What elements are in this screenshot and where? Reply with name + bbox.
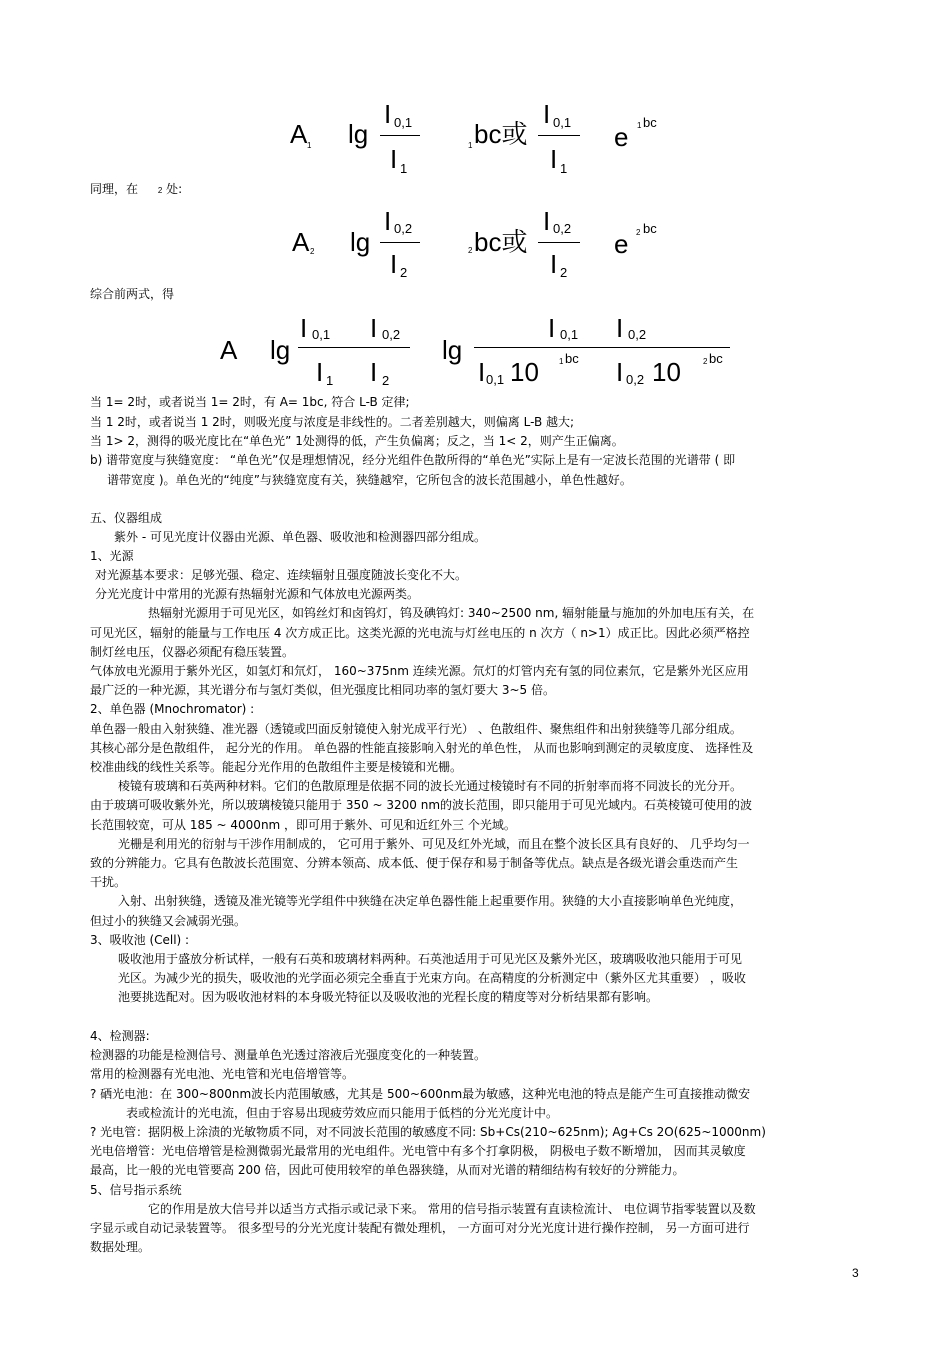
text-line: 紫外 - 可见光度计仪器由光源、单色器、吸收池和检测器四部分组成。 xyxy=(114,530,486,544)
eq1-num2-sub: 0,1 xyxy=(553,115,572,130)
eq3-fraction-bar-2 xyxy=(474,347,730,348)
section-heading: 五、仪器组成 xyxy=(90,511,163,525)
eq2-fraction-bar xyxy=(380,242,420,243)
text-line: 光区。为减少光的损失，吸收池的光学面必须完全垂直于光束方向。在高精度的分析测定中（紫外区尤其重要） ，吸收 xyxy=(118,971,746,985)
eq2-num2-sub: 0,2 xyxy=(553,221,572,236)
eq3-d3: I xyxy=(478,357,486,387)
section-heading: 2、单色器 (Mnochromator) : xyxy=(90,702,255,716)
eq2-den2-sub: 2 xyxy=(560,265,568,280)
eq1-fraction-bar-2 xyxy=(538,135,580,136)
text-line: 其核心部分是色散组件， 起分光的作用。 单色器的性能直接影响入射光的单色性， 从而也影响到测定的灵敏度度、 选择性及 xyxy=(90,741,754,755)
text-line: 制灯丝电压，仪器必须配有稳压装置。 xyxy=(90,645,295,659)
text-line: b) 谱带宽度与狭缝宽度： “单色光”仅是理想情况，经分光组件色散所得的“单色光”实际上是有一定波长范围的光谱带 ( 即 xyxy=(90,453,736,467)
eq1-mid: bc或 xyxy=(474,119,528,149)
line-similarly-text: 同理，在 xyxy=(90,182,139,196)
section-heading: 3、吸收池 (Cell) : xyxy=(90,933,190,947)
eq2-fraction-bar-2 xyxy=(538,242,580,243)
section-heading: 4、检测器: xyxy=(90,1029,150,1043)
eq1-den-sub: 1 xyxy=(400,161,408,176)
line-combine: 综合前两式，得 xyxy=(90,287,175,301)
eq2-e: e xyxy=(614,229,629,259)
text-line: 最高，比一般的光电管要高 200 倍，因此可使用较窄的单色器狭缝，从而对光谱的精细结构有较好的分辨能力。 xyxy=(90,1163,685,1177)
line-similarly-end: 处: xyxy=(166,182,183,196)
text-line: 检测器的功能是检测信号、测量单色光透过溶液后光强度变化的一种装置。 xyxy=(90,1048,487,1062)
eq3-fraction-bar xyxy=(298,347,410,348)
eq3-lg1: lg xyxy=(270,335,291,365)
page-number: 3 xyxy=(852,1266,859,1280)
eq2-A-sub: 2 xyxy=(310,247,315,256)
eq2-num2: I xyxy=(543,206,551,236)
eq2-den-sub: 2 xyxy=(400,265,408,280)
text-line: 对光源基本要求：足够光强、稳定、连续辐射且强度随波长变化不大。 xyxy=(95,568,468,582)
text-line: 池要挑选配对。因为吸收池材料的本身吸光特征以及吸收池的光程长度的精度等对分析结果都有影响。 xyxy=(118,990,659,1004)
eq3-n2: I xyxy=(370,313,378,343)
eq2-num-sub: 0,2 xyxy=(394,221,413,236)
text-line: 表或检流计的光电流，但由于容易出现疲劳效应而只能用于低档的分光光度计中。 xyxy=(126,1106,559,1120)
eq1-mid-sub: 1 xyxy=(468,141,473,150)
text-line: 谱带宽度 )。单色光的“纯度”与狭缝宽度有关，狭缝越窄，它所包含的波长范围越小，单色性越好。 xyxy=(107,473,632,487)
eq3-d4: I xyxy=(616,357,624,387)
eq1-A-sub: 1 xyxy=(307,141,312,150)
text-line: 干扰。 xyxy=(90,875,127,889)
eq3-n3: I xyxy=(548,313,556,343)
eq3-A: A xyxy=(220,335,238,365)
eq2-A: A xyxy=(292,227,310,257)
text-line: 常用的检测器有光电池、光电管和光电倍增管等。 xyxy=(90,1067,355,1081)
line-similarly xyxy=(90,181,182,197)
text-line: 但过小的狭缝又会减弱光强。 xyxy=(90,914,247,928)
text-line: ? 硒光电池：在 300~800nm波长内范围敏感，尤其是 500~600nm最为敏感，这种光电池的特点是能产生可直接推动微安 xyxy=(90,1087,751,1101)
eq3-d2: I xyxy=(370,357,378,387)
eq3-n2-sub: 0,2 xyxy=(382,327,401,342)
text-line: 当 1 2时，或者说当 1 2时，则吸光度与浓度是非线性的。二者差别越大，则偏离 L-B 越大; xyxy=(90,415,575,429)
eq3-d3-sub: 0,1 xyxy=(486,372,505,387)
text-line: 致的分辨能力。它具有色散波长范围宽、分辨本领高、成本低、便于保存和易于制备等优点。缺点是各级光谱会重迭而产生 xyxy=(90,856,739,870)
eq3-lg2: lg xyxy=(442,335,463,365)
eq2-den: I xyxy=(390,249,398,279)
text-line: 最广泛的一种光源，其光谱分布与氢灯类似，但光强度比相同功率的氢灯要大 3~5 倍。 xyxy=(90,683,555,697)
eq1-fraction-bar xyxy=(380,135,420,136)
eq3-d3-ten: 10 xyxy=(510,357,539,387)
text-line: 当 1> 2，测得的吸光度比在“单色光” 1处测得的低，产生负偏离；反之，当 1< 2，则产生正偏离。 xyxy=(90,434,624,448)
eq3-n3-sub: 0,1 xyxy=(560,327,579,342)
eq1-den: I xyxy=(390,144,398,174)
eq1-den2-sub: 1 xyxy=(560,161,568,176)
text-line: 分光光度计中常用的光源有热辐射光源和气体放电光源两类。 xyxy=(95,587,420,601)
text-line: 数据处理。 xyxy=(90,1240,151,1254)
eq2-num: I xyxy=(384,206,392,236)
eq1-e-sup-sub: 1 xyxy=(637,121,642,130)
eq3-d4-sup-sub: 2 xyxy=(703,357,708,366)
text-line: 棱镜有玻璃和石英两种材料。它们的色散原理是依据不同的波长光通过棱镜时有不同的折射率而将不同波长的光分开。 xyxy=(118,779,743,793)
text-line: 光电倍增管：光电倍增管是检测微弱光最常用的光电组件。光电管中有多个打拿阴极， 阴极电子数不断增加， 因而其灵敏度 xyxy=(90,1144,746,1158)
eq2-den2: I xyxy=(550,249,558,279)
eq1-e: e xyxy=(614,122,629,152)
eq3-d4-ten: 10 xyxy=(652,357,681,387)
eq3-d3-sup-sub: 1 xyxy=(559,357,564,366)
eq3-d4-sub: 0,2 xyxy=(626,372,645,387)
text-line: 校准曲线的线性关系等。能起分光作用的色散组件主要是棱镜和光栅。 xyxy=(90,760,463,774)
text-line: 光栅是利用光的衍射与干涉作用制成的， 它可用于紫外、可见及红外光域，而且在整个波长区具有良好的、 几乎均匀一 xyxy=(118,837,750,851)
text-line: 可见光区，辐射的能量与工作电压 4 次方成正比。这类光源的光电流与灯丝电压的 n 次方（ n>1）成正比。因此必须严格控 xyxy=(90,626,750,640)
line-similarly-sub: 2 xyxy=(157,186,163,195)
eq3-n4: I xyxy=(616,313,624,343)
text-line: 入射、出射狭缝，透镜及准光镜等光学组件中狭缝在决定单色器性能上起重要作用。狭缝的大小直接影响单色光纯度， xyxy=(118,894,743,908)
section-heading: 5、信号指示系统 xyxy=(90,1183,182,1197)
eq1-num-sub: 0,1 xyxy=(394,115,413,130)
text-line: 气体放电光源用于紫外光区，如氢灯和氘灯， 160~375nm 连续光源。氘灯的灯管内充有氢的同位素氘，它是紫外光区应用 xyxy=(90,664,749,678)
eq2-mid: bc或 xyxy=(474,227,528,257)
eq1-num2: I xyxy=(543,99,551,129)
eq1-lg: lg xyxy=(348,119,369,149)
eq3-d2-sub: 2 xyxy=(382,373,390,388)
text-line: 由于玻璃可吸收紫外光，所以玻璃棱镜只能用于 350 ~ 3200 nm的波长范围，即只能用于可见光域内。石英棱镜可使用的波 xyxy=(90,798,753,812)
eq2-e-sup: bc xyxy=(643,221,657,236)
text-line: 长范围较宽，可从 185 ~ 4000nm ，即可用于紫外、可见和近红外三 个光域。 xyxy=(90,818,516,832)
eq1-den2: I xyxy=(550,144,558,174)
eq2-lg: lg xyxy=(350,227,371,257)
eq3-n1: I xyxy=(300,313,308,343)
text-line: 它的作用是放大信号并以适当方式指示或记录下来。 常用的信号指示装置有直读检流计、 电位调节指零装置以及数 xyxy=(148,1202,756,1216)
eq3-n4-sub: 0,2 xyxy=(628,327,647,342)
text-line: 当 1= 2时，或者说当 1= 2时，有 A= 1bc, 符合 L-B 定律; xyxy=(90,395,410,409)
text-line: 热辐射光源用于可见光区，如钨丝灯和卤钨灯，钨及碘钨灯: 340~2500 nm, 辐射能量与施加的外加电压有关，在 xyxy=(148,606,755,620)
eq2-mid-sub: 2 xyxy=(468,246,473,255)
section-heading: 1、光源 xyxy=(90,549,134,563)
eq1-e-sup: bc xyxy=(643,115,657,130)
eq3-d3-sup: bc xyxy=(565,351,579,366)
text-line: 单色器一般由入射狭缝、准光器（透镜或凹面反射镜使入射光成平行光） 、色散组件、聚焦组件和出射狭缝等几部分组成。 xyxy=(90,722,742,736)
eq3-d1-sub: 1 xyxy=(326,373,334,388)
eq1-num: I xyxy=(384,99,392,129)
eq3-d4-sup: bc xyxy=(709,351,723,366)
eq3-d1: I xyxy=(316,357,324,387)
eq3-n1-sub: 0,1 xyxy=(312,327,331,342)
text-line: 吸收池用于盛放分析试样，一般有石英和玻璃材料两种。石英池适用于可见光区及紫外光区，玻璃吸收池只能用于可见 xyxy=(118,952,743,966)
text-line: ? 光电管：据阴极上涂渍的光敏物质不同，对不同波长范围的敏感度不同: Sb+Cs(210~625nm); Ag+Cs 2O(625~1000nm) xyxy=(90,1125,766,1139)
eq2-e-sup-sub: 2 xyxy=(636,228,641,237)
eq1-A: A xyxy=(290,119,308,149)
text-line: 字显示或自动记录装置等。 很多型号的分光光度计装配有微处理机， 一方面可对分光光度计进行操作控制， 另一方面可进行 xyxy=(90,1221,750,1235)
